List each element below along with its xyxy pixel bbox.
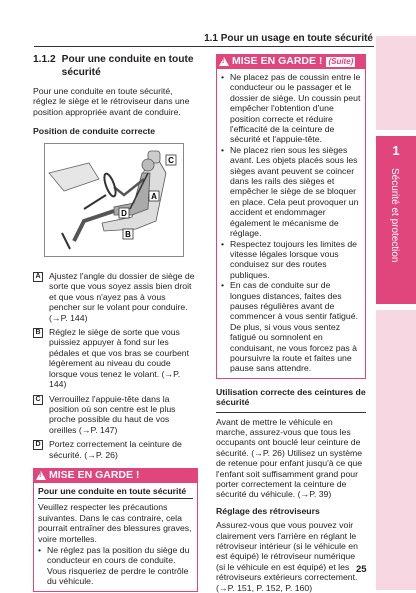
caption-a	[33, 271, 198, 323]
seatbelt-paragraph: Avant de mettre le véhicule en marche, assurez-vous que tous les occupants ont bouclé leur ceinture de sécurité. (→P. 26) Utilisez un système de retenue pour enfant jusqu'à ce que l'enfant soit suffisamment grand pour porter correctement la ceinture de sécurité du véhicule. (→P. 39)	[216, 416, 363, 500]
caption-letter-a: A	[33, 272, 43, 282]
warning-intro: Veuillez respecter les précautions suivantes. Dans le cas contraire, cela pourrait entraîner des blessures graves, voire mortelles.	[38, 502, 192, 544]
chapter-name: Sécurité et protection	[389, 168, 400, 263]
caption-d	[33, 439, 198, 460]
caption-text-b: Réglez le siège de sorte que vous puissiez appuyer à fond sur les pédales et que vos bras se courbent légèrement au niveau du coude lorsque vous tenez le volant. (→P. 144)	[49, 327, 190, 390]
warning-bullet: • Respectez toujours les limites de vitesse légales lorsque vous conduisez sur des routes publiques.	[221, 239, 361, 281]
section-number: 1.1.2	[33, 54, 56, 65]
warning-bullet: • Ne placez pas de coussin entre le conducteur ou le passager et le dossier de siège. Un coussin peut empêcher l'obtention d'une position correcte et réduire l'efficacité de la ceinture de sécurité et l'appuie-tête.	[221, 72, 361, 145]
caption-letter-d: D	[33, 440, 43, 450]
warning-header-continued	[216, 54, 366, 69]
caption-c	[33, 394, 198, 436]
warning-title: MISE EN GARDE !	[232, 55, 323, 67]
figure-title: Position de conduite correcte	[33, 126, 156, 137]
warning-body-continued	[216, 69, 366, 379]
warning-bullet: • En cas de conduite sur de longues distances, faites des pauses régulières avant de commencer à vous sentir fatigué. De plus, si vous vous sentez fatigué ou somnolent en conduisant, ne vous forcez pas à poursuivre la route et faites une pause sans attendre.	[221, 280, 361, 374]
seatbelt-heading: Utilisation correcte des ceintures de sécurité	[216, 387, 366, 413]
left-column	[33, 54, 198, 592]
warning-bullet: • Ne placez rien sous les sièges avant. Les objets placés sous les sièges avant peuvent se coincer dans les rails des sièges et empêcher le siège de se bloquer en place. Cela peut provoquer un accident et endommager également le mécanisme de réglage.	[221, 145, 361, 239]
figure-label-b: B	[125, 229, 131, 239]
warning-box-right	[216, 54, 366, 379]
caption-letter-b: B	[33, 328, 43, 338]
warning-bullet: • Ne réglez pas la position du siège du conducteur en cours de conduite. Vous risqueriez de perdre le contrôle du véhicule.	[38, 545, 193, 587]
chapter-number: 1	[392, 143, 400, 158]
page-number: 25	[356, 564, 367, 575]
figure-label-c: C	[168, 155, 174, 165]
mirror-heading: Réglage des rétroviseurs	[216, 505, 320, 516]
section-title: Pour une conduite en toute sécurité	[61, 54, 194, 78]
warning-triangle-icon	[36, 471, 46, 480]
sidebar-band-bottom	[376, 310, 416, 590]
caption-text-d: Portez correctement la ceinture de sécurité. (→P. 26)	[49, 439, 182, 460]
caption-text-c: Verrouillez l'appuie-tête dans la position où son centre est le plus proche possible du haut de vos oreilles (→P. 147)	[49, 393, 176, 435]
caption-text-a: Ajustez l'angle du dossier de siège de sorte que vous soyez assis bien droit et que vous n'ayez pas à vous pencher sur le volant pour conduire. (→P. 144)	[49, 271, 195, 323]
figure-label-a: A	[151, 191, 157, 201]
header-rule	[34, 46, 374, 47]
warning-box-left	[33, 468, 198, 592]
warning-body	[33, 483, 198, 592]
warning-continued-label: (Suite)	[328, 56, 354, 66]
warning-triangle-icon	[219, 57, 229, 66]
caption-b	[33, 327, 198, 389]
caption-letter-c: C	[33, 395, 43, 405]
mirror-paragraph: Assurez-vous que vous pouvez voir clairement vers l'arrière en réglant le rétroviseur intérieur (si le véhicule en est équipé) le rétroviseur numérique (si le véhicule en est équipé) et les rétroviseurs extérieurs correctement. (→P. 151, P. 152, P. 160)	[216, 520, 358, 593]
warning-title: MISE EN GARDE !	[49, 468, 140, 481]
warning-subtitle: Pour une conduite en toute sécurité	[38, 486, 193, 499]
driving-position-illustration	[44, 143, 184, 257]
figure-label-d: D	[121, 208, 127, 218]
right-column	[216, 54, 366, 593]
running-header: 1.1 Pour un usage en toute sécurité	[204, 33, 373, 44]
warning-header	[33, 468, 198, 483]
intro-paragraph: Pour une conduite en toute sécurité, réglez le siège et le rétroviseur dans une position appropriée avant de conduire.	[33, 86, 190, 117]
section-heading	[33, 54, 198, 79]
sidebar-band-top	[376, 36, 416, 130]
